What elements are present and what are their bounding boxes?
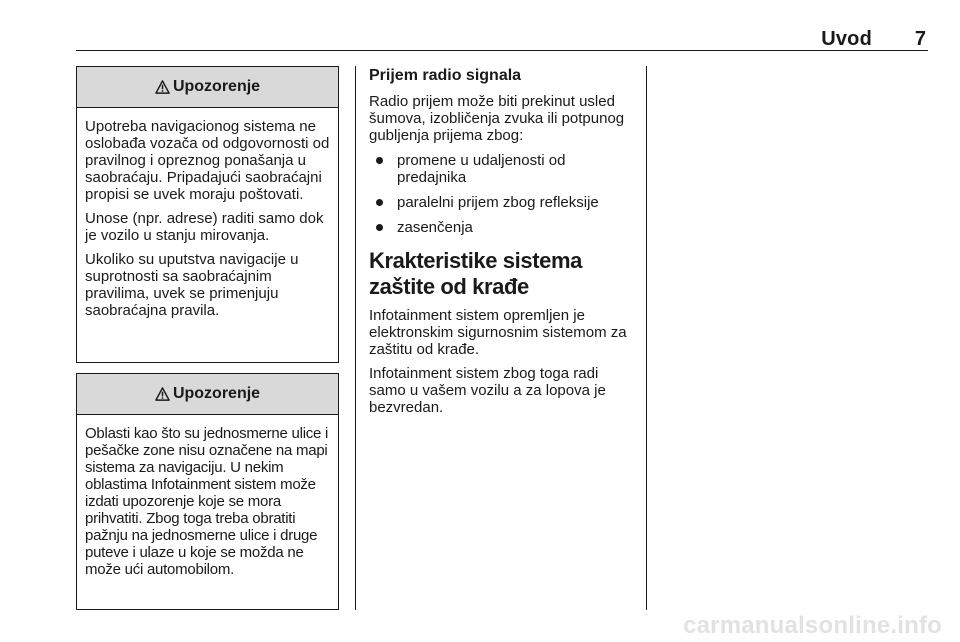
warning-header: [77, 67, 338, 108]
column-divider: [355, 66, 356, 610]
antitheft-paragraph: Infotainment sistem opremljen je elektronskim sigurnosnim sistemom za zaštitu od krađe.: [369, 307, 627, 358]
warning-title: Upozorenje: [172, 385, 261, 402]
radio-heading: Prijem radio signala: [369, 67, 522, 84]
column-divider: [646, 66, 647, 610]
warning-header: [77, 374, 338, 415]
radio-intro: Radio prijem može biti prekinut usled šumova, izobličenja zvuka ili potpunog gubljenja prijema zbog:: [369, 93, 625, 144]
warning-triangle-icon: [155, 387, 170, 401]
warning-triangle-icon: [155, 80, 170, 94]
bullet-dot-icon: [376, 224, 383, 231]
warning-body: [77, 415, 338, 578]
warning-paragraph: Oblasti kao što su jednosmerne ulice i pešačke zone nisu označene na mapi sistema za navigaciju. U nekim oblastima Infotainment sistem može izdati upozorenje koje se mora prihvatiti. Zbog toga treba obratiti pažnju na jednosmerne ulice i druge puteve i ulaze u koje se možda ne može ući automobilom.: [85, 425, 329, 578]
bullet-item: [369, 152, 637, 186]
warning-paragraph: Upotreba navigacionog sistema ne oslobađa vozača od odgovornosti od pravilnog i opreznog ponašanja u saobraćaju. Pripadajući saobraćajni propisi se uvek moraju poštovati.: [85, 118, 330, 203]
warning-body: [77, 108, 338, 319]
page-header: [76, 26, 928, 51]
bullet-text: zasenčenja: [397, 219, 473, 236]
bullet-text: paralelni prijem zbog refleksije: [397, 194, 599, 211]
bullet-dot-icon: [376, 157, 383, 164]
warning-paragraph: Ukoliko su uputstva navigacije u suprotnosti sa saobraćajnim pravilima, uvek se primenjuju saobraćajna pravila.: [85, 251, 299, 319]
antitheft-paragraph: Infotainment sistem zbog toga radi samo u vašem vozilu a za lopova je bezvredan.: [369, 365, 606, 416]
content-column: [369, 66, 637, 416]
bullet-dot-icon: [376, 199, 383, 206]
warning-paragraph: Unose (npr. adrese) raditi samo dok je vozilo u stanju mirovanja.: [85, 210, 324, 244]
watermark: carmanualsonline.info: [683, 612, 942, 639]
warning-box: [76, 66, 339, 363]
warning-title: Upozorenje: [172, 78, 261, 95]
page-number: 7: [914, 28, 926, 50]
radio-bullet-list: [369, 152, 637, 236]
warning-box: [76, 373, 339, 610]
chapter-title: Uvod: [821, 28, 872, 50]
antitheft-heading: Krakteristike sistema zaštite od krađe: [369, 248, 582, 299]
bullet-text: promene u udaljenosti od predajnika: [397, 152, 566, 186]
bullet-item: [369, 219, 637, 236]
bullet-item: [369, 194, 637, 211]
